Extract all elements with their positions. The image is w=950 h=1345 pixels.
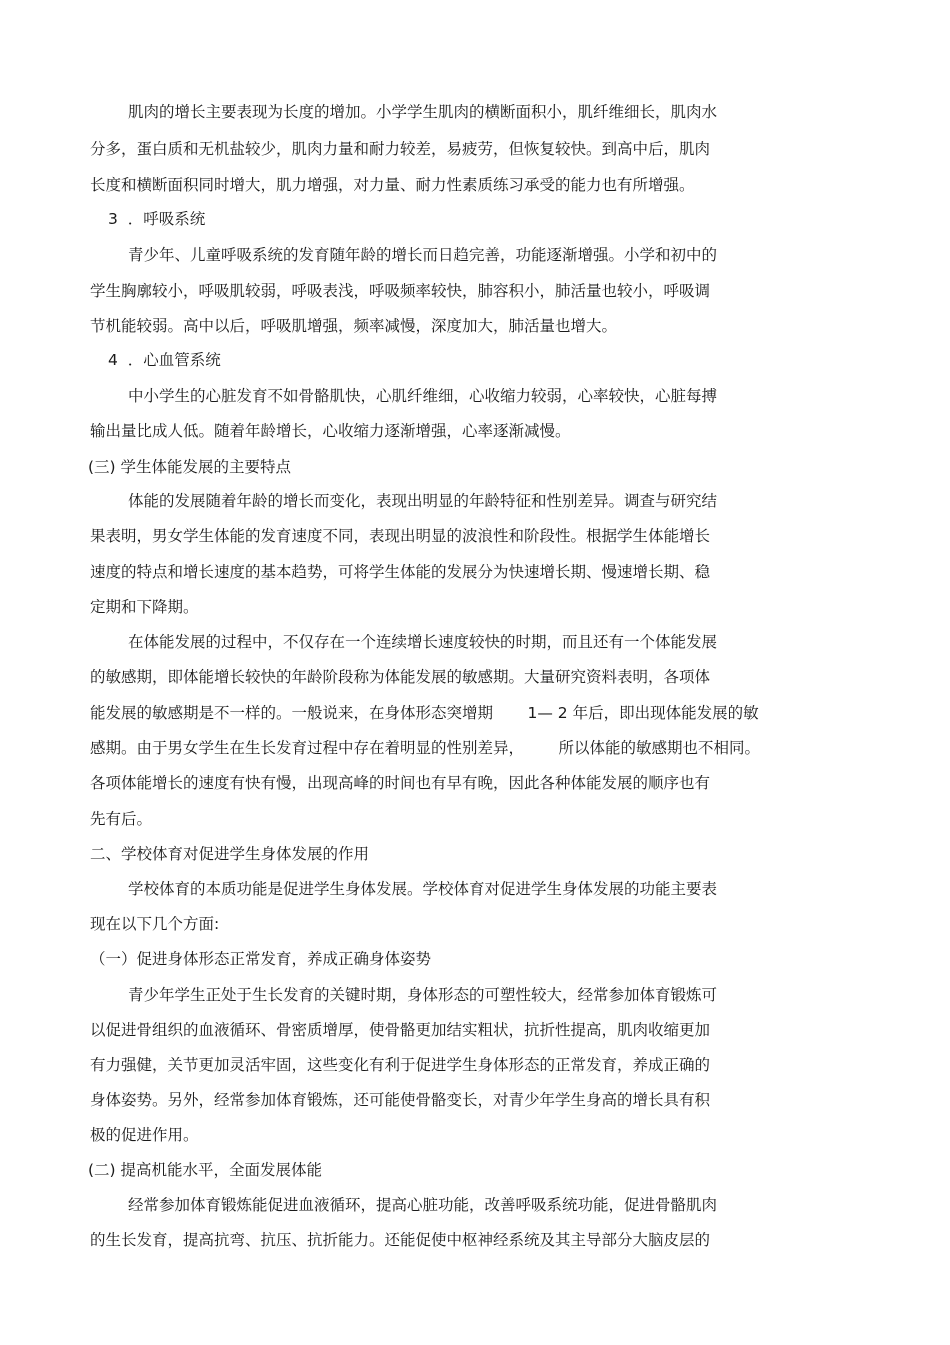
text-line: 各项体能增长的速度有快有慢，出现高峰的时间也有早有晚，因此各种体能发展的顺序也有 (90, 774, 711, 792)
text-line: 在体能发展的过程中，不仅存在一个连续增长速度较快的时期，而且还有一个体能发展 (128, 633, 718, 651)
text-line: 定期和下降期。 (90, 598, 199, 616)
section-heading: 3 ．呼吸系统 (108, 210, 206, 228)
text-line: 有力强健，关节更加灵活牢固，这些变化有利于促进学生身体形态的正常发育，养成正确的 (90, 1056, 711, 1074)
text-line: 极的促进作用。 (90, 1126, 199, 1144)
text-line: 以促进骨组织的血液循环、骨密质增厚，使骨骼更加结实粗状，抗折性提高，肌肉收缩更加 (90, 1021, 711, 1039)
text-line: 先有后。 (90, 810, 153, 828)
text-line: 学生胸廓较小，呼吸肌较弱，呼吸表浅，呼吸频率较快，肺容积小，肺活量也较小，呼吸调 (90, 282, 711, 300)
text-line: 青少年、儿童呼吸系统的发育随年龄的增长而日趋完善，功能逐渐增强。小学和初中的 (128, 246, 718, 264)
text-line: 身体姿势。另外，经常参加体育锻炼，还可能使骨骼变长，对青少年学生身高的增长具有积 (90, 1091, 711, 1109)
text-line: 学校体育的本质功能是促进学生身体发展。学校体育对促进学生身体发展的功能主要表 (128, 880, 718, 898)
text-line: 经常参加体育锻炼能促进血液循环，提高心脏功能，改善呼吸系统功能，促进骨骼肌肉 (128, 1196, 718, 1214)
text-line: 速度的特点和增长速度的基本趋势，可将学生体能的发展分为快速增长期、慢速增长期、稳 (90, 563, 711, 581)
text-line: 感期。由于男女学生在生长发育过程中存在着明显的性别差异， 所以体能的敏感期也不相同。 (90, 739, 760, 757)
section-heading: (三) 学生体能发展的主要特点 (88, 458, 292, 476)
section-heading: 4 ．心血管系统 (108, 351, 221, 369)
section-heading: (二) 提高机能水平，全面发展体能 (88, 1161, 323, 1179)
section-heading: 二、学校体育对促进学生身体发展的作用 (90, 845, 370, 863)
text-line: 现在以下几个方面: (90, 915, 220, 933)
text-line: 中小学生的心脏发育不如骨骼肌快，心肌纤维细，心收缩力较弱，心率较快，心脏每搏 (128, 387, 718, 405)
text-line: 长度和横断面积同时增大，肌力增强，对力量、耐力性素质练习承受的能力也有所增强。 (90, 176, 695, 194)
text-line: 的敏感期，即体能增长较快的年龄阶段称为体能发展的敏感期。大量研究资料表明，各项体 (90, 668, 711, 686)
text-line: 分多，蛋白质和无机盐较少，肌肉力量和耐力较差，易疲劳，但恢复较快。到高中后，肌肉 (90, 140, 711, 158)
text-line: 节机能较弱。高中以后，呼吸肌增强，频率减慢，深度加大，肺活量也增大。 (90, 317, 618, 335)
section-heading: （一）促进身体形态正常发育，养成正确身体姿势 (90, 950, 432, 968)
text-line: 能发展的敏感期是不一样的。一般说来，在身体形态突增期 1— 2 年后，即出现体能发展的敏 (90, 704, 759, 722)
text-line: 输出量比成人低。随着年龄增长，心收缩力逐渐增强，心率逐渐减慢。 (90, 422, 571, 440)
text-line: 的生长发育，提高抗弯、抗压、抗折能力。还能促使中枢神经系统及其主导部分大脑皮层的 (90, 1231, 711, 1249)
text-line: 青少年学生正处于生长发育的关键时期，身体形态的可塑性较大，经常参加体育锻炼可 (128, 986, 718, 1004)
text-line: 体能的发展随着年龄的增长而变化，表现出明显的年龄特征和性别差异。调查与研究结 (128, 492, 718, 510)
text-line: 果表明，男女学生体能的发育速度不同，表现出明显的波浪性和阶段性。根据学生体能增长 (90, 527, 711, 545)
text-line: 肌肉的增长主要表现为长度的增加。小学学生肌肉的横断面积小，肌纤维细长，肌肉水 (128, 103, 718, 121)
